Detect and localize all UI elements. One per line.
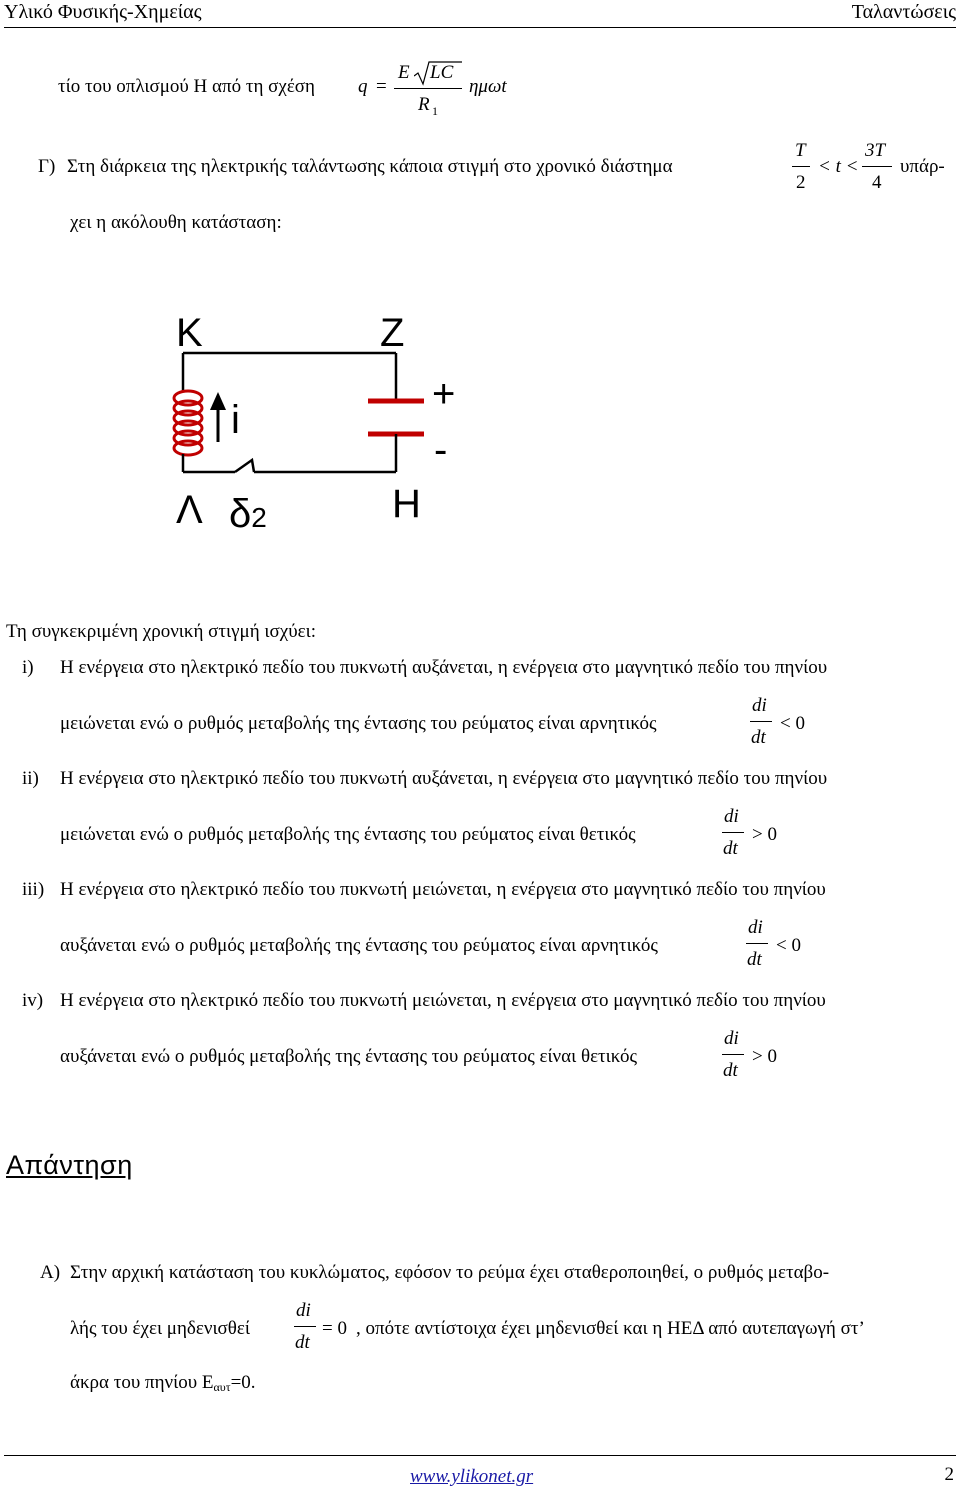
circuit-diagram [150,340,450,500]
q-fraction [394,58,464,118]
circuit-label-Z: Ζ [380,311,405,355]
frac-den-sub: 1 [432,104,438,118]
header-left: Υλικό Φυσικής-Χημείας [4,1,202,23]
partG-label: Γ) [38,156,56,177]
partG-line2: χει η ακόλουθη κατάσταση: [70,212,282,233]
header-rule [4,27,956,28]
footer-link[interactable]: www.ylikonet.gr [410,1466,534,1487]
answer-A-label: Α) [40,1262,61,1283]
option-iii-fraction: di dt [746,916,770,976]
circuit-label-K: Κ [176,311,203,355]
circuit-label-delta: δ2 [229,492,267,536]
option-ii-fraction: di dt [722,805,746,865]
plus-sign: + [432,372,456,416]
answer-heading: Απάντηση [6,1150,133,1180]
frac-den-R: R [418,94,430,115]
circuit-label-L: Λ [176,488,203,532]
answer-A-line3: άκρα του πηνίου Εαυτ=0. [70,1372,256,1394]
minus-sign: - [434,428,448,472]
intro-text: τίο του οπλισμού Η από τη σχέση [58,76,315,97]
q-symbol: q [358,76,368,97]
T-over-2: T 2 [792,139,812,199]
fraction-bar [394,88,462,89]
inequality-middle: < t < [818,156,859,177]
answer-A-line2-pre: λής του έχει μηδενισθεί [70,1318,250,1339]
answer-A-fraction: di dt [294,1299,318,1359]
partG-end: υπάρ- [900,156,945,177]
frac-num-LC: LC [430,62,454,83]
answer-A-rel: = 0 [322,1318,347,1339]
question-intro: Τη συγκεκριμένη χρονική στιγμή ισχύει: [6,621,316,642]
answer-A-line1: Στην αρχική κατάσταση του κυκλώματος, εφόσον το ρεύμα έχει σταθεροποιηθεί, ο ρυθμός μεταβο- [70,1262,830,1283]
current-label-i: i [231,398,240,442]
equals-sign: = [376,76,387,97]
switch-delta2 [235,460,254,472]
answer-A-line2-post: , οπότε αντίστοιχα έχει μηδενισθεί και η ΗΕΔ από αυτεπαγωγή στ’ [356,1318,865,1339]
intro-tail: ημωt [469,76,507,97]
circuit-label-H: Η [392,482,421,526]
option-iv-fraction: di dt [722,1027,746,1087]
page-number: 2 [944,1464,954,1485]
3T-over-4: 3T 4 [862,139,894,199]
partG-text: Στη διάρκεια της ηλεκτρικής ταλάντωσης κάποια στιγμή στο χρονικό διάστημα [67,156,673,177]
option-i-fraction: di dt [750,694,774,754]
footer-rule [4,1455,956,1456]
header-right: Ταλαντώσεις [851,1,956,23]
frac-num-E: E [398,62,410,83]
inductor-coil [174,391,202,455]
current-arrow-head [210,392,226,410]
